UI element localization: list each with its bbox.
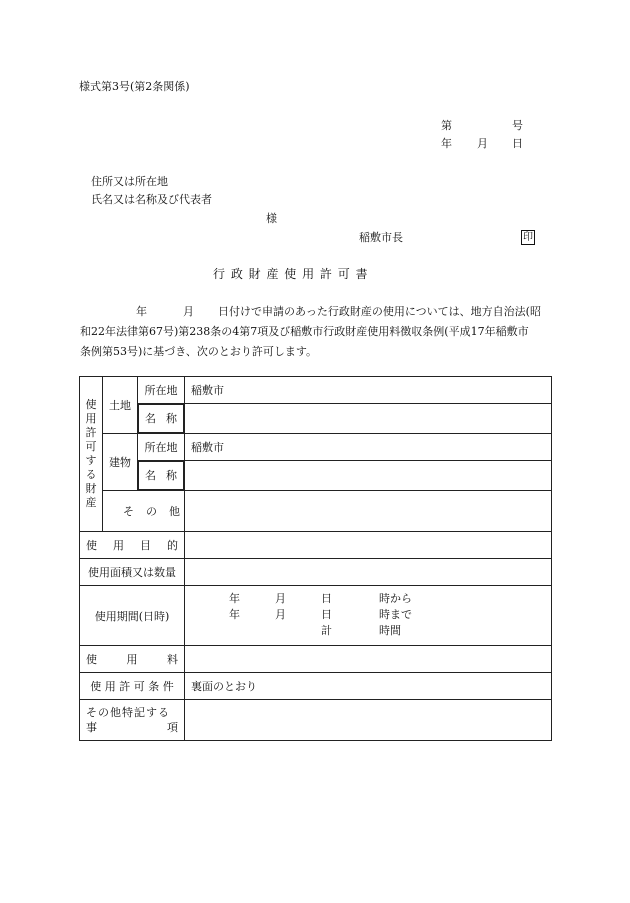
special-notes-value bbox=[185, 700, 552, 741]
date-year: 年 bbox=[441, 137, 452, 150]
seal-mark: 印 bbox=[523, 232, 533, 243]
issuer-name: 稲敷市長 bbox=[359, 231, 403, 244]
ref-dai: 第 bbox=[441, 119, 452, 132]
purpose-value bbox=[185, 532, 552, 559]
body-line1: 日付けで申請のあった行政財産の使用については、地方自治法(昭 bbox=[218, 305, 541, 318]
purpose-label: 使 用 目 的 bbox=[80, 532, 185, 559]
area-label: 使用面積又は数量 bbox=[80, 559, 185, 586]
land-location-label: 所在地 bbox=[138, 377, 185, 404]
land-name-value bbox=[185, 404, 552, 434]
conditions-label: 使 用 許 可 条 件 bbox=[80, 673, 185, 700]
body-line2: 和22年法律第67号)第238条の4第7項及び稲敷市行政財産使用料徴収条例(平成17年稲敷市 bbox=[80, 325, 529, 338]
land-label: 土地 bbox=[103, 377, 138, 434]
property-group-label: 使 用 許 可 す る 財 産 bbox=[80, 377, 103, 532]
property-table bbox=[79, 376, 552, 741]
permission-statement bbox=[80, 302, 552, 362]
building-label: 建物 bbox=[103, 434, 138, 491]
other-label: そ の 他 bbox=[103, 491, 185, 532]
area-value bbox=[185, 559, 552, 586]
land-location-value: 稲敷市 bbox=[185, 377, 552, 404]
building-location-label: 所在地 bbox=[138, 434, 185, 461]
date-month: 月 bbox=[477, 137, 488, 150]
ref-go: 号 bbox=[512, 119, 523, 132]
form-number: 様式第3号(第2条関係) bbox=[79, 80, 190, 93]
land-name-label: 名 称 bbox=[138, 404, 184, 433]
conditions-value: 裏面のとおり bbox=[185, 673, 552, 700]
body-month: 月 bbox=[183, 305, 194, 318]
body-year: 年 bbox=[136, 305, 147, 318]
fee-label: 使 用 料 bbox=[80, 646, 185, 673]
building-location-value: 稲敷市 bbox=[185, 434, 552, 461]
building-name-value bbox=[185, 461, 552, 491]
applicant-name-label: 氏名又は名称及び代表者 bbox=[91, 193, 212, 206]
period-label: 使用期間(日時) bbox=[80, 586, 185, 646]
body-line3: 条例第53号)に基づき、次のとおり許可します。 bbox=[80, 345, 317, 358]
building-name-label: 名 称 bbox=[138, 461, 184, 490]
honorific: 様 bbox=[266, 212, 277, 225]
date-day: 日 bbox=[512, 137, 523, 150]
document-title: 行 政 財 産 使 用 許 可 書 bbox=[213, 267, 369, 281]
other-value bbox=[185, 491, 552, 532]
special-notes-label: その他特記する 事 項 bbox=[80, 700, 185, 741]
applicant-address-label: 住所又は所在地 bbox=[91, 175, 168, 188]
period-value: 年 月 日 時から 年 月 日 時まで 計 時間 bbox=[185, 586, 552, 646]
fee-value bbox=[185, 646, 552, 673]
